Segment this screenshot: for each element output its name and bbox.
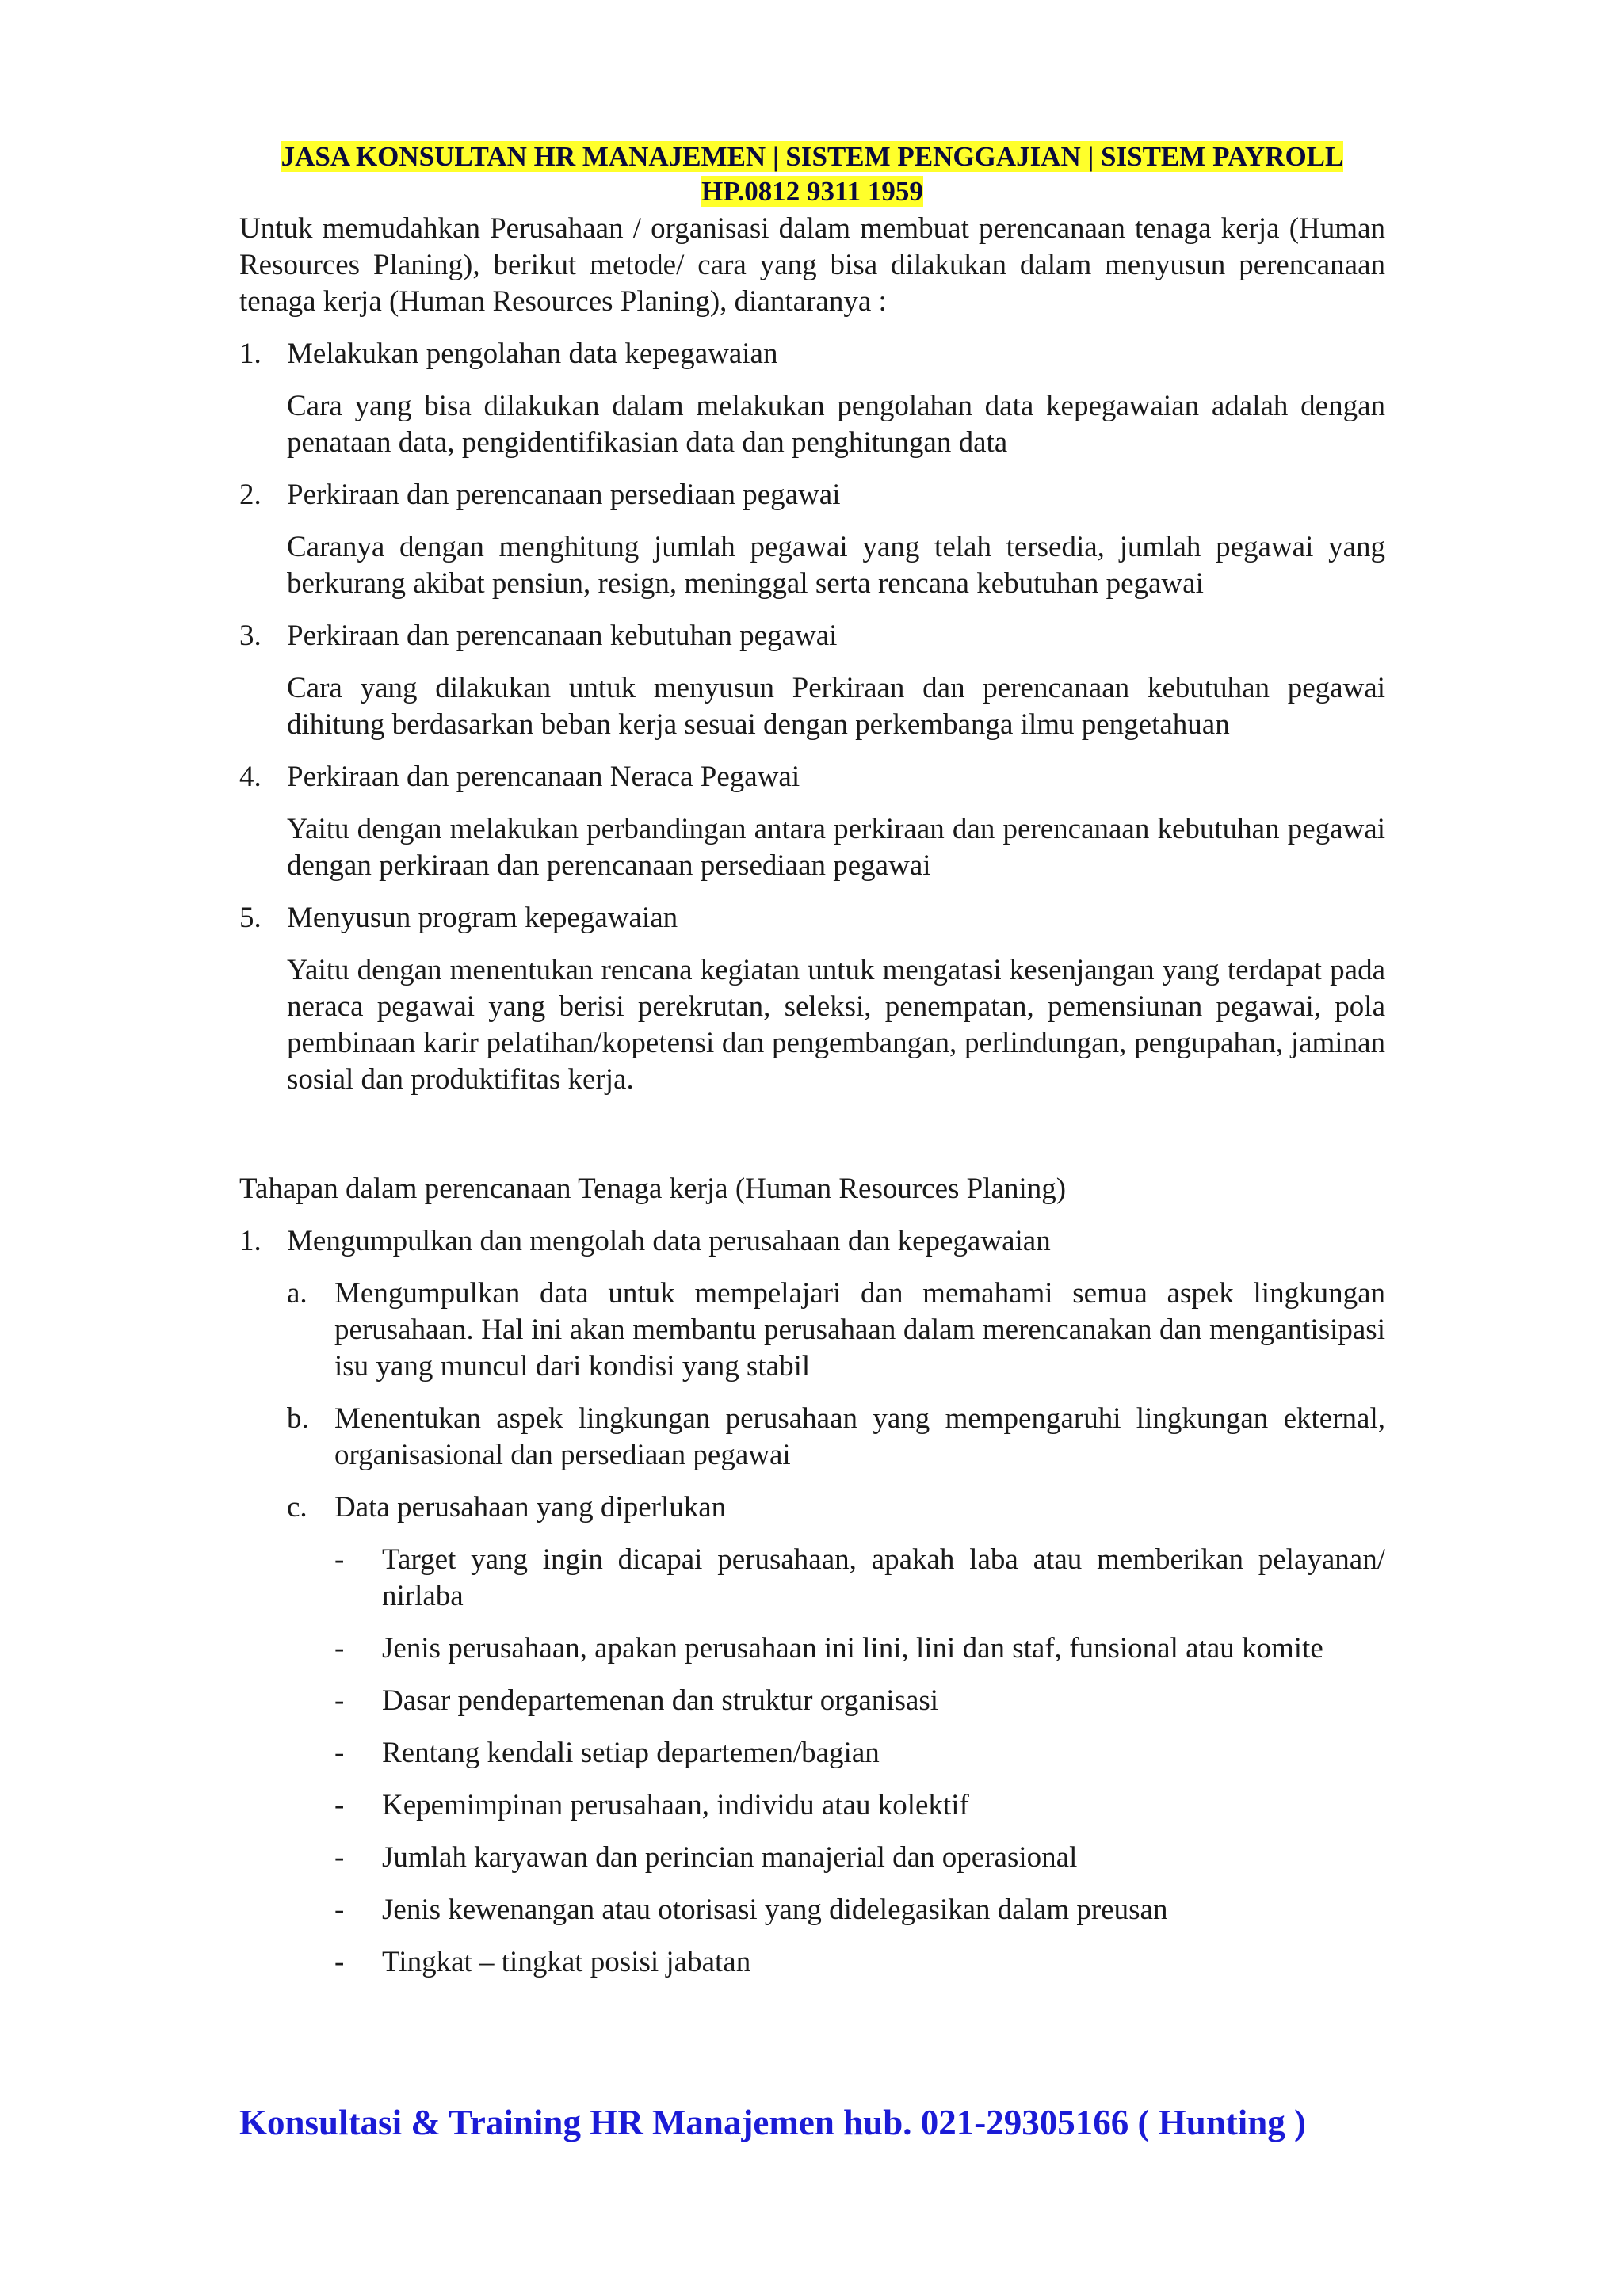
- list-item-title: Perkiraan dan perencanaan persediaan pegawai: [287, 479, 841, 511]
- dash-list-item: [334, 1944, 1385, 1981]
- document-body: [239, 139, 1385, 1981]
- dash-marker: -: [334, 1543, 345, 1576]
- dash-list-item: [334, 1735, 1385, 1772]
- dash-list-text: Jumlah karyawan dan perincian manajerial dan operasional: [382, 1841, 1078, 1874]
- sub-list-text: Data perusahaan yang diperlukan: [334, 1491, 727, 1524]
- list-item-description: Caranya dengan menghitung jumlah pegawai yang telah tersedia, jumlah pegawai yang berkurang akibat pensiun, resign, meninggal serta rencana kebutuhan pegawai: [287, 531, 1385, 600]
- list-number: 4.: [239, 761, 262, 793]
- dash-marker: -: [334, 1946, 345, 1978]
- list-item-title: Melakukan pengolahan data kepegawaian: [287, 338, 778, 370]
- list-number: 3.: [239, 620, 262, 652]
- list-item-description: Cara yang dilakukan untuk menyusun Perkiraan dan perencanaan kebutuhan pegawai dihitung berdasarkan beban kerja sesuai dengan perkembanga ilmu pengetahuan: [287, 672, 1385, 741]
- sub-list-text: Mengumpulkan data untuk mempelajari dan memahami semua aspek lingkungan perusahaan. Hal ini akan membantu perusahaan dalam merencanakan dan mengantisipasi isu yang muncul dari kondisi yang stabil: [334, 1277, 1385, 1383]
- sub-list-letter: b.: [287, 1402, 309, 1435]
- list-item-description: Yaitu dengan menentukan rencana kegiatan untuk mengatasi kesenjangan yang terdapat pada neraca pegawai yang berisi perekrutan, seleksi, penempatan, pemensiunan pegawai, pola pembinaan karir pelatihan/kopetensi dan pengembangan, perlindungan, pengupahan, jaminan sosial dan produktifitas kerja.: [287, 954, 1385, 1096]
- dash-list-text: Dasar pendepartemenan dan struktur organisasi: [382, 1684, 939, 1717]
- dash-marker: -: [334, 1894, 345, 1926]
- list-number: 1.: [239, 1225, 262, 1257]
- dash-list-text: Jenis kewenangan atau otorisasi yang didelegasikan dalam preusan: [382, 1894, 1168, 1926]
- dash-list-item: [334, 1683, 1385, 1719]
- list-item-title: Mengumpulkan dan mengolah data perusahaan dan kepegawaian: [287, 1225, 1051, 1257]
- list-item-title: Menyusun program kepegawaian: [287, 902, 678, 934]
- list-item: [239, 336, 1385, 372]
- dash-list-text: Tingkat – tingkat posisi jabatan: [382, 1946, 751, 1978]
- dash-marker: -: [334, 1737, 345, 1769]
- list-item: [239, 900, 1385, 936]
- sub-list-letter: a.: [287, 1277, 307, 1310]
- document-header: [239, 139, 1385, 209]
- list-item: [239, 1223, 1385, 1260]
- list-number: 2.: [239, 479, 262, 511]
- list-item: [239, 477, 1385, 513]
- header-phone: HP.0812 9311 1959: [701, 176, 923, 207]
- footer-contact: Konsultasi & Training HR Manajemen hub. 021-29305166 ( Hunting ): [239, 2103, 1307, 2142]
- list-item-description: Yaitu dengan melakukan perbandingan antara perkiraan dan perencanaan kebutuhan pegawai dengan perkiraan dan perencanaan persediaan pegawai: [287, 813, 1385, 882]
- dash-marker: -: [334, 1684, 345, 1717]
- sub-list-item: [287, 1276, 1385, 1385]
- sub-list-item: [287, 1401, 1385, 1474]
- dash-list-item: [334, 1892, 1385, 1928]
- list-number: 1.: [239, 338, 262, 370]
- intro-paragraph: Untuk memudahkan Perusahaan / organisasi dalam membuat perencanaan tenaga kerja (Human Resources Planing), berikut metode/ cara yang bisa dilakukan dalam menyusun perencanaan tenaga kerja (Human Resources Planing), diantaranya :: [239, 212, 1385, 318]
- sub-list-item: [287, 1489, 1385, 1526]
- dash-list-item: [334, 1630, 1385, 1667]
- dash-marker: -: [334, 1632, 345, 1665]
- dash-list-text: Kepemimpinan perusahaan, individu atau kolektif: [382, 1789, 969, 1821]
- dash-list-text: Target yang ingin dicapai perusahaan, apakah laba atau memberikan pelayanan/ nirlaba: [382, 1543, 1385, 1612]
- dash-list-text: Jenis perusahaan, apakan perusahaan ini lini, lini dan staf, funsional atau komite: [382, 1632, 1323, 1665]
- dash-list-item: [334, 1787, 1385, 1824]
- dash-list-item: [334, 1542, 1385, 1615]
- list-item: [239, 759, 1385, 795]
- dash-marker: -: [334, 1789, 345, 1821]
- dash-list-text: Rentang kendali setiap departemen/bagian: [382, 1737, 880, 1769]
- list-item: [239, 618, 1385, 654]
- dash-list-item: [334, 1840, 1385, 1876]
- sub-list-text: Menentukan aspek lingkungan perusahaan yang mempengaruhi lingkungan ekternal, organisasional dan persediaan pegawai: [334, 1402, 1385, 1471]
- header-line-1: JASA KONSULTAN HR MANAJEMEN | SISTEM PENGGAJIAN | SISTEM PAYROLL: [281, 141, 1344, 172]
- sub-list-letter: c.: [287, 1491, 307, 1524]
- list-item-description: Cara yang bisa dilakukan dalam melakukan pengolahan data kepegawaian adalah dengan penataan data, pengidentifikasian data dan penghitungan data: [287, 390, 1385, 459]
- dash-marker: -: [334, 1841, 345, 1874]
- list-item-title: Perkiraan dan perencanaan kebutuhan pegawai: [287, 620, 838, 652]
- list-item-title: Perkiraan dan perencanaan Neraca Pegawai: [287, 761, 800, 793]
- list-number: 5.: [239, 902, 262, 934]
- section-heading: Tahapan dalam perencanaan Tenaga kerja (Human Resources Planing): [239, 1173, 1067, 1205]
